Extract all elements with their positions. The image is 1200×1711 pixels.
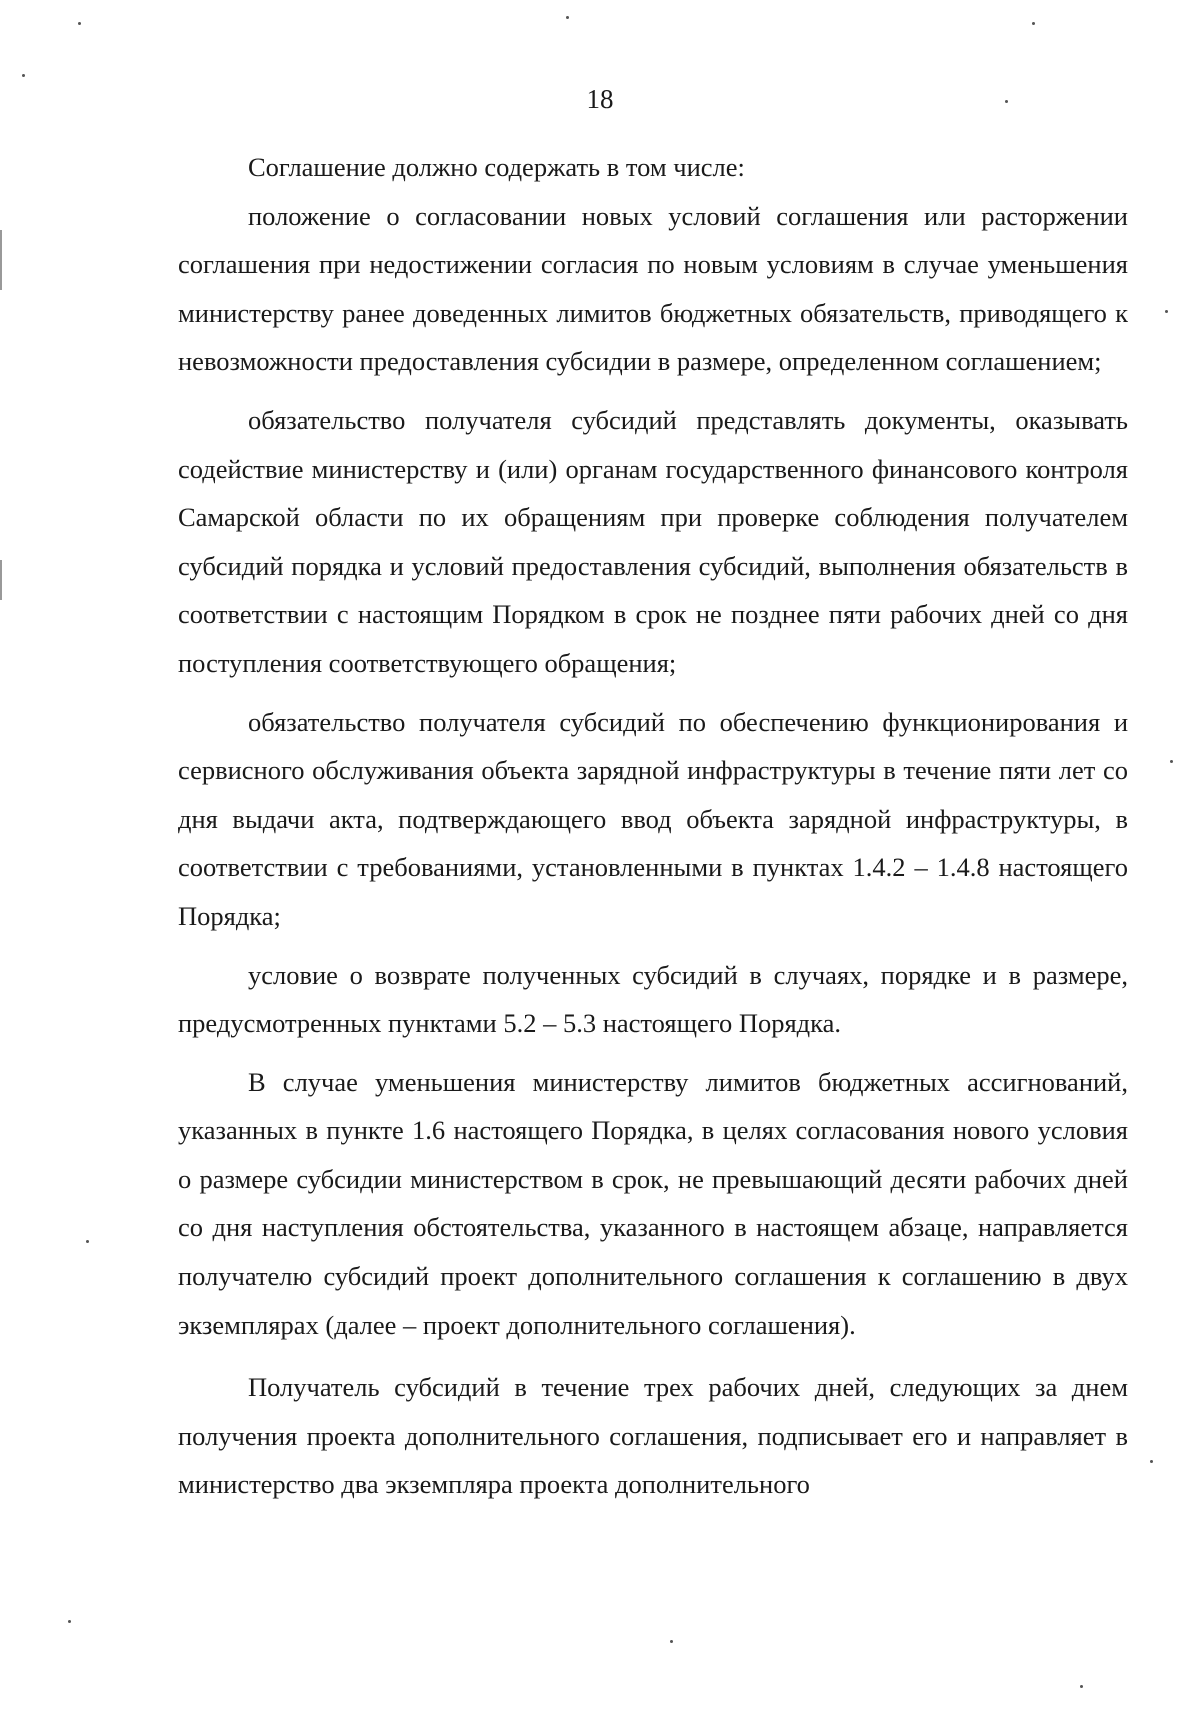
scan-speck: [1080, 1685, 1083, 1688]
scan-speck: [670, 1640, 673, 1643]
scan-edge-mark: [0, 230, 2, 290]
scan-speck: [566, 16, 569, 19]
scan-speck: [1150, 1460, 1153, 1463]
paragraph: Получатель субсидий в течение трех рабочих дней, следующих за днем получения проекта дополнительного соглашения, подписывает его и направляет в министерство два экземпляра проекта дополнительного: [178, 1372, 1128, 1500]
scan-speck: [1165, 310, 1168, 313]
paragraph: В случае уменьшения министерству лимитов бюджетных ассигнований, указанных в пункте 1.6 настоящего Порядка, в целях согласования нового условия о размере субсидии министерством в срок, не превышающий десяти рабочих дней со дня наступления обстоятельства, указанного в настоящем абзаце, направляется получателю субсидий проект дополнительного соглашения к соглашению в двух экземплярах (далее – проект дополнительного соглашения).: [178, 1066, 1128, 1340]
scan-speck: [22, 74, 25, 77]
paragraph: обязательство получателя субсидий представлять документы, оказывать содействие министерству и (или) органам государственного финансового контроля Самарской области по их обращениям при проверке соблюдения получателем субсидий порядка и условий предоставления субсидий, выполнения обязательств в соответствии с настоящим Порядком в срок не позднее пяти рабочих дней со дня поступления соответствующего обращения;: [178, 404, 1128, 678]
scan-speck: [1032, 22, 1035, 25]
scan-speck: [68, 1620, 71, 1623]
scan-speck: [1170, 760, 1173, 763]
page-number: 18: [586, 84, 614, 114]
scan-speck: [78, 22, 81, 25]
paragraph: обязательство получателя субсидий по обеспечению функционирования и сервисного обслуживания объекта зарядной инфраструктуры в течение пяти лет со дня выдачи акта, подтверждающего ввод объекта зарядной инфраструктуры, в соответствии с требованиями, установленными в пунктах 1.4.2 – 1.4.8 настоящего Порядка;: [178, 706, 1128, 931]
paragraph: положение о согласовании новых условий соглашения или расторжении соглашения при недостижении согласия по новым условиям в случае уменьшения министерству ранее доведенных лимитов бюджетных обязательств, приводящего к невозможности предоставления субсидии в размере, определенном соглашением;: [178, 200, 1128, 377]
document-body: [178, 143, 1128, 1509]
scan-edge-mark: [0, 560, 2, 600]
paragraph: Соглашение должно содержать в том числе:: [248, 152, 745, 182]
scan-speck: [86, 1240, 89, 1243]
paragraph: условие о возврате полученных субсидий в случаях, порядке и в размере, предусмотренных пунктами 5.2 – 5.3 настоящего Порядка.: [178, 959, 1128, 1039]
